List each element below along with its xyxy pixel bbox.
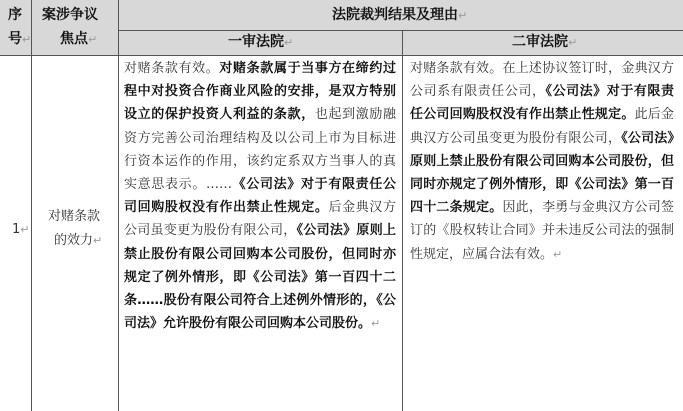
header-index-2: 号↵ <box>8 31 32 47</box>
first-instance-segment: 后金典汉方公司虽变更为股份有限公司， <box>124 200 396 239</box>
row-index: 1↵ <box>12 222 30 237</box>
second-instance-segment: 此后金典汉方公司虽变更为股份有限公司， <box>410 107 674 146</box>
first-instance-segment: 也起到激励融资方完善公司治理结构及以公司上市为目标进行资本运作的作用，该约定系双方当事人的真实意思表示。…… <box>124 107 396 193</box>
second-instance-text <box>410 57 674 266</box>
first-instance-segment: 《公司法》原则上禁止股份有限公司回购本公司股份，但同时亦规定了例外情形，即《公司法》第一百四十二条……股份有限公司符合上述例外情形的，《公司法》允许股份有限公司回购本公司股份。 <box>124 223 396 332</box>
header-focus-line1: 案涉争议 <box>42 7 98 23</box>
first-instance-segment: 《公司法》对于有限责任公司回购股权没有作出禁止性规定。 <box>124 177 396 216</box>
first-instance-segment: 对赌条款有效。 <box>124 61 220 76</box>
header-second-instance: 二审法院↵ <box>512 34 578 50</box>
header-rule-top <box>118 30 683 31</box>
header-result-label: 法院裁判结果及理由 <box>332 7 458 23</box>
second-instance-segment: 《公司法》对于有限责任公司回购股权没有作出禁止性规定。 <box>410 84 674 123</box>
header-first-label: 一审法院 <box>228 34 284 50</box>
second-instance-segment: 《公司法》原则上禁止股份有限公司回购本公司股份，但同时亦规定了例外情形，即《公司法》第一百四十二条规定。 <box>410 130 674 216</box>
header-index <box>8 4 22 26</box>
header-focus-line2: 焦点 <box>60 31 88 47</box>
header-first-instance: 一审法院↵ <box>228 34 294 50</box>
row-focus-line1: 对赌条款 <box>48 209 101 224</box>
second-instance-segment: 对赌条款有效。在上述协议签订时，金典汉方公司系有限责任公司， <box>410 61 674 100</box>
paragraph-mark: ↵ <box>371 317 381 331</box>
first-instance-text <box>124 57 396 335</box>
header-rule-bottom <box>0 55 683 56</box>
header-index-line1: 序 <box>8 7 22 23</box>
header-focus-2: 焦点↵ <box>60 31 98 47</box>
header-result: 法院裁判结果及理由↵ <box>332 7 468 23</box>
divider-focus <box>118 0 119 411</box>
first-instance-segment: 对赌条款属于当事方在缔约过程中对投资合作商业风险的安排，是双方特别设立的保护投资人利益的条款， <box>124 61 396 123</box>
second-instance-segment: 因此，李勇与金典汉方公司签订的《股权转让合同》并未违反公司法的强制性规定，应属合法有效。 <box>410 200 674 262</box>
header-second-label: 二审法院 <box>512 34 568 50</box>
divider-index <box>31 0 32 411</box>
paragraph-mark: ↵ <box>553 247 563 261</box>
header-index-line2: 号 <box>8 31 22 47</box>
divider-instances <box>402 30 403 411</box>
row-focus-line2: 的效力↵ <box>54 233 103 248</box>
header-focus <box>42 4 98 26</box>
